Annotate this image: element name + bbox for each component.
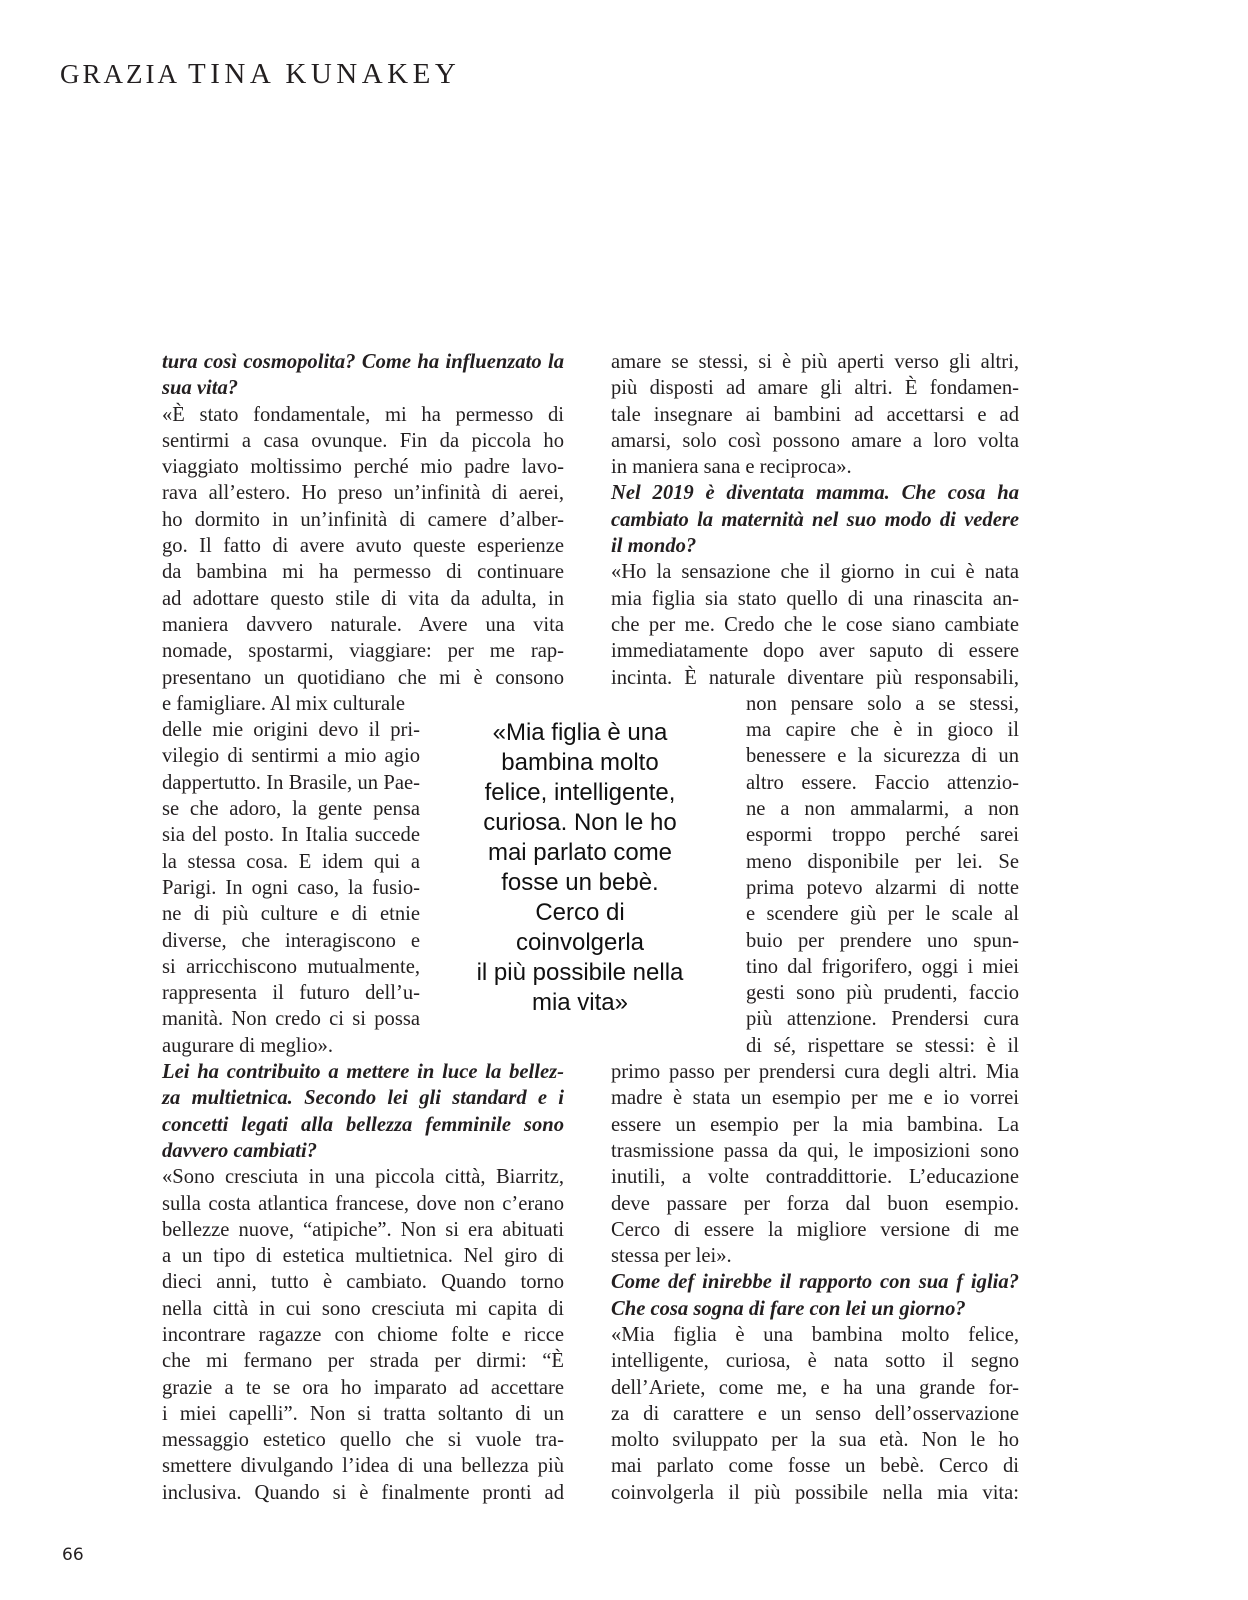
pull-quote-line: felice, intelligente, xyxy=(484,779,676,806)
text-line: dieci anni, tutto è cambiato. Quando torno xyxy=(162,1271,564,1294)
text-line: se che adoro, la gente pensa xyxy=(162,798,420,821)
text-line: nella città in cui sono cresciuta mi capita di xyxy=(162,1297,564,1320)
text-line: «È stato fondamentale, mi ha permesso di xyxy=(162,403,564,426)
text-line: altro essere. Faccio attenzio- xyxy=(746,771,1019,794)
text-line: bellezze nuove, “atipiche”. Non si era abituati xyxy=(162,1218,564,1241)
text-line: maniera davvero naturale. Avere una vita xyxy=(162,613,564,636)
text-line: che mi fermano per strada per dirmi: “È xyxy=(162,1350,564,1373)
text-line: nomade, spostarmi, viaggiare: per me rap- xyxy=(162,640,564,663)
text-line: ad adottare questo stile di vita da adulta, in xyxy=(162,587,564,610)
text-line: sulla costa atlantica francese, dove non c’erano xyxy=(162,1192,564,1215)
text-line: presentano un quotidiano che mi è consono xyxy=(162,666,564,689)
text-line: «Sono cresciuta in una piccola città, Biarritz, xyxy=(162,1166,564,1189)
page-number: 66 xyxy=(62,1545,84,1565)
text-line: espormi troppo perché sarei xyxy=(746,824,1019,847)
pull-quote-line: curiosa. Non le ho xyxy=(483,809,677,836)
pull-quote-line: mia vita» xyxy=(531,989,629,1016)
text-line: meno disponibile per lei. Se xyxy=(746,850,1019,873)
text-line: amarsi, solo così possono amare a loro volta xyxy=(611,429,1019,452)
text-line: gesti sono più prudenti, faccio xyxy=(746,982,1019,1005)
text-line: incinta. È naturale diventare più responsabili, xyxy=(611,666,1019,689)
text-line: in maniera sana e reciproca». xyxy=(611,456,852,479)
question-line: sua vita? xyxy=(162,377,239,400)
question-line: za multietnica. Secondo lei gli standard e i xyxy=(162,1087,564,1110)
question-line: davvero cambiati? xyxy=(162,1139,317,1162)
text-line: vilegio di sentirmi a mio agio xyxy=(162,745,420,768)
text-line: sentirmi a casa ovunque. Fin da piccola ho xyxy=(162,429,564,452)
text-line: intelligente, curiosa, è nata sotto il segno xyxy=(611,1350,1019,1373)
text-line: molto sviluppato per la sua età. Non le ho xyxy=(611,1429,1019,1452)
text-line: benessere e la sicurezza di un xyxy=(746,745,1019,768)
question-line: tura così cosmopolita? Come ha influenzato la xyxy=(162,351,564,373)
text-line: «Ho la sensazione che il giorno in cui è nata xyxy=(611,561,1019,584)
text-line: dappertutto. In Brasile, un Pae- xyxy=(162,771,420,794)
text-line: dell’Ariete, come me, e ha una grande for- xyxy=(611,1376,1019,1399)
text-line: messaggio estetico quello che si vuole tra- xyxy=(162,1429,564,1452)
text-line: inclusiva. Quando si è finalmente pronti ad xyxy=(162,1481,564,1504)
text-line: che per me. Credo che le cose siano cambiate xyxy=(611,613,1019,636)
text-line: primo passo per prendersi cura degli altri. Mia xyxy=(611,1061,1019,1084)
text-line: incontrare ragazze con chiome folte e ricce xyxy=(162,1323,564,1346)
text-line: i miei capelli”. Non si tratta soltanto di un xyxy=(162,1402,564,1425)
text-line: tale insegnare ai bambini ad accettarsi e ad xyxy=(611,403,1019,426)
text-line: rappresenta il futuro dell’u- xyxy=(162,982,420,1005)
text-line: grazie a te se ora ho imparato ad accettare xyxy=(162,1376,564,1399)
article-subject-name: TINA KUNAKEY xyxy=(188,58,461,90)
pull-quote-line: fosse un bebè. xyxy=(501,869,659,896)
text-line: inutili, a volte contraddittorie. L’educazione xyxy=(611,1166,1019,1189)
text-line: smettere divulgando l’idea di una bellezza più xyxy=(162,1455,564,1478)
text-line: più disposti ad amare gli altri. È fondamen- xyxy=(611,377,1019,400)
text-line: Cerco di essere la migliore versione di me xyxy=(611,1218,1019,1241)
pull-quote-line: coinvolgerla xyxy=(515,929,645,956)
text-line: diverse, che interagiscono e xyxy=(162,929,420,952)
pull-quote-line: il più possibile nella xyxy=(476,959,684,986)
pull-quote-line: «Mia figlia è una xyxy=(492,719,668,746)
text-line: augurare di meglio». xyxy=(162,1034,333,1057)
magazine-brand: GRAZIA xyxy=(60,59,180,89)
text-line: coinvolgerla il più possibile nella mia vita: xyxy=(611,1481,1019,1504)
question-line: il mondo? xyxy=(611,535,697,558)
text-line: manità. Non credo ci si possa xyxy=(162,1008,420,1031)
question-line: Lei ha contribuito a mettere in luce la bellez- xyxy=(162,1061,564,1084)
magazine-header xyxy=(60,58,460,91)
text-line: essere un esempio per la mia bambina. La xyxy=(611,1113,1019,1136)
text-line: a un tipo di estetica multietnica. Nel giro di xyxy=(162,1245,564,1268)
text-line: ne a non ammalarmi, a non xyxy=(746,798,1019,821)
text-line: prima potevo alzarmi di notte xyxy=(746,876,1019,899)
pull-quote-line: bambina molto xyxy=(501,749,659,776)
text-line: mia figlia sia stato quello di una rinascita an- xyxy=(611,587,1019,610)
text-line: si arricchiscono mutualmente, xyxy=(162,955,420,978)
question-line: Che cosa sogna di fare con lei un giorno? xyxy=(611,1297,966,1320)
text-line: deve passare per forza dal buon esempio. xyxy=(611,1192,1019,1215)
text-line: non pensare solo a se stessi, xyxy=(746,692,1019,715)
text-line: madre è stata un esempio per me e io vorrei xyxy=(611,1087,1019,1110)
text-line: e famigliare. Al mix culturale xyxy=(162,692,406,715)
text-line: tino dal frigorifero, oggi i miei xyxy=(746,955,1019,978)
text-line: più attenzione. Prendersi cura xyxy=(746,1008,1019,1031)
text-line: Parigi. In ogni caso, la fusio- xyxy=(162,876,420,899)
question-line: concetti legati alla bellezza femminile sono xyxy=(162,1113,564,1136)
text-line: trasmissione passa da qui, le imposizioni sono xyxy=(611,1139,1019,1162)
text-line: ma capire che è in gioco il xyxy=(746,719,1019,742)
text-line: amare se stessi, si è più aperti verso gli altri, xyxy=(611,351,1019,373)
text-line: e scendere giù per le scale al xyxy=(746,903,1019,926)
text-line: la stessa cosa. E idem qui a xyxy=(162,850,420,873)
text-line: da bambina mi ha permesso di continuare xyxy=(162,561,564,584)
text-line: stessa per lei». xyxy=(611,1245,732,1268)
text-line: mai parlato come fosse un bebè. Cerco di xyxy=(611,1455,1019,1478)
text-line: delle mie origini devo il pri- xyxy=(162,719,420,742)
text-line: buio per prendere uno spun- xyxy=(746,929,1019,952)
text-line: za di carattere e un senso dell’osservazione xyxy=(611,1402,1019,1425)
pull-quote-line: Cerco di xyxy=(535,899,625,926)
text-line: di sé, rispettare se stessi: è il xyxy=(746,1034,1019,1057)
text-line: go. Il fatto di avere avuto queste esperienze xyxy=(162,535,564,558)
pull-quote xyxy=(455,718,705,1018)
text-line: viaggiato moltissimo perché mio padre lavo- xyxy=(162,456,564,479)
question-line: Nel 2019 è diventata mamma. Che cosa ha xyxy=(611,482,1019,505)
text-line: «Mia figlia è una bambina molto felice, xyxy=(611,1323,1019,1346)
pull-quote-line: mai parlato come xyxy=(487,839,673,866)
text-line: immediatamente dopo aver saputo di essere xyxy=(611,640,1019,663)
question-line: Come def inirebbe il rapporto con sua f iglia? xyxy=(611,1271,1019,1294)
text-line: rava all’estero. Ho preso un’infinità di aerei, xyxy=(162,482,564,505)
text-line: sia del posto. In Italia succede xyxy=(162,824,420,847)
text-line: ho dormito in un’infinità di camere d’alber- xyxy=(162,508,564,531)
text-line: ne di più culture e di etnie xyxy=(162,903,420,926)
question-line: cambiato la maternità nel suo modo di vedere xyxy=(611,508,1019,531)
